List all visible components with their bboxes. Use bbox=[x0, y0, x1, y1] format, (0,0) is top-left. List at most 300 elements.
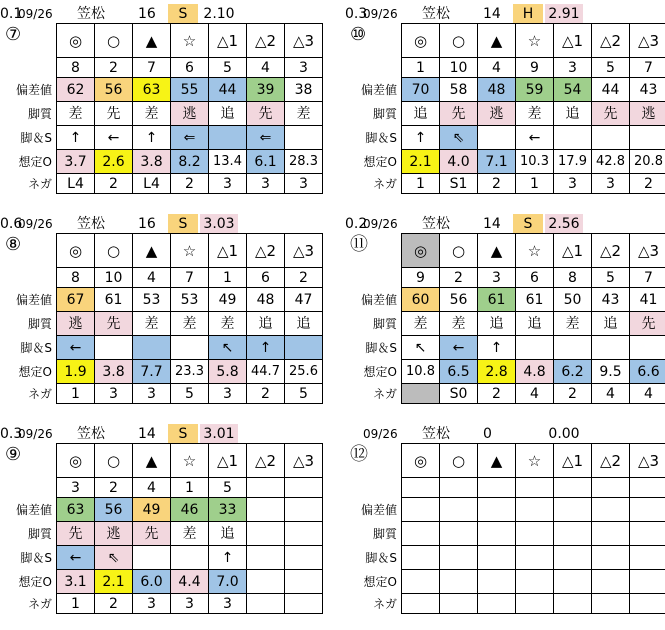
horse-number-cell bbox=[630, 478, 665, 498]
horse-number-cell: 7 bbox=[630, 268, 665, 288]
horse-number-cell bbox=[478, 478, 516, 498]
horse-number-cell: 10 bbox=[440, 58, 478, 78]
running-style-cell bbox=[285, 522, 323, 546]
row-label: 偏差値 bbox=[360, 83, 397, 97]
position-arrow-cell bbox=[478, 126, 516, 150]
mark-symbol-cell: ▲ bbox=[478, 444, 516, 478]
confidence-mark: S bbox=[168, 4, 198, 24]
nega-cell: 3 bbox=[285, 174, 323, 194]
running-style-cell bbox=[402, 522, 440, 546]
expected-odds-cell: 17.9 bbox=[554, 150, 592, 174]
mark-symbol-cell: ▲ bbox=[133, 444, 171, 478]
mark-symbol-cell: ◎ bbox=[57, 24, 95, 58]
horse-number-cell bbox=[440, 478, 478, 498]
expected-odds-cell: 4.8 bbox=[516, 360, 554, 384]
venue-name: 笠松 bbox=[77, 216, 105, 232]
deviation-cell bbox=[630, 498, 665, 522]
row-label: 偏差値 bbox=[360, 293, 397, 307]
position-arrow-cell: ← bbox=[95, 126, 133, 150]
expected-odds-cell bbox=[402, 570, 440, 594]
race-panel bbox=[0, 2, 320, 207]
score-value: 0.6 bbox=[0, 216, 23, 232]
deviation-cell bbox=[554, 498, 592, 522]
running-style-cell: 追 bbox=[402, 102, 440, 126]
nega-cell: L4 bbox=[57, 174, 95, 194]
nega-cell bbox=[247, 594, 285, 614]
horse-number-cell bbox=[402, 478, 440, 498]
running-style-cell bbox=[478, 522, 516, 546]
expected-odds-cell: 6.2 bbox=[554, 360, 592, 384]
running-style-cell: 差 bbox=[440, 312, 478, 336]
position-arrow-cell bbox=[516, 546, 554, 570]
position-arrow-cell: ↑ bbox=[402, 126, 440, 150]
mark-symbol-cell: ▲ bbox=[478, 234, 516, 268]
expected-odds-cell bbox=[440, 570, 478, 594]
deviation-cell: 46 bbox=[171, 498, 209, 522]
expected-odds-cell bbox=[554, 570, 592, 594]
runner-count: 16 bbox=[138, 216, 156, 232]
confidence-mark: S bbox=[168, 214, 198, 234]
nega-cell: 1 bbox=[516, 174, 554, 194]
nega-cell: 3 bbox=[554, 174, 592, 194]
nega-cell: 1 bbox=[57, 384, 95, 404]
position-arrow-cell bbox=[133, 336, 171, 360]
nega-cell: S0 bbox=[440, 384, 478, 404]
nega-cell: 2 bbox=[95, 594, 133, 614]
mark-symbol-cell: ◎ bbox=[402, 234, 440, 268]
deviation-cell: 44 bbox=[209, 78, 247, 102]
mark-symbol-cell: △1 bbox=[554, 24, 592, 58]
expected-odds-cell: 4.0 bbox=[440, 150, 478, 174]
mark-symbol-cell: △3 bbox=[285, 24, 323, 58]
deviation-cell: 53 bbox=[133, 288, 171, 312]
row-label: ネガ bbox=[27, 387, 52, 401]
mark-symbol-cell: ☆ bbox=[171, 234, 209, 268]
horse-number-cell: 4 bbox=[478, 58, 516, 78]
horse-number-cell: 1 bbox=[171, 478, 209, 498]
expected-odds-cell: 6.0 bbox=[133, 570, 171, 594]
deviation-cell: 48 bbox=[247, 288, 285, 312]
running-style-cell: 差 bbox=[516, 102, 554, 126]
deviation-cell: 49 bbox=[209, 288, 247, 312]
horse-number-cell: 7 bbox=[171, 268, 209, 288]
race-number: ⑦ bbox=[5, 24, 22, 45]
running-style-cell bbox=[630, 522, 665, 546]
venue-name: 笠松 bbox=[77, 6, 105, 22]
row-label: 脚＆S bbox=[365, 341, 397, 355]
expected-odds-cell: 4.4 bbox=[171, 570, 209, 594]
nega-cell: 5 bbox=[171, 384, 209, 404]
expected-odds-cell: 2.1 bbox=[95, 570, 133, 594]
position-arrow-cell bbox=[554, 126, 592, 150]
running-style-cell: 先 bbox=[95, 102, 133, 126]
nega-cell bbox=[402, 384, 440, 404]
running-style-cell: 差 bbox=[554, 312, 592, 336]
position-arrow-cell: ↑ bbox=[209, 546, 247, 570]
position-arrow-cell bbox=[209, 126, 247, 150]
mark-symbol-cell: △1 bbox=[554, 234, 592, 268]
deviation-cell: 47 bbox=[285, 288, 323, 312]
horse-number-cell bbox=[554, 478, 592, 498]
position-arrow-cell bbox=[171, 546, 209, 570]
position-arrow-cell: ⇐ bbox=[247, 126, 285, 150]
row-label: ネガ bbox=[27, 597, 52, 611]
position-arrow-cell bbox=[554, 546, 592, 570]
nega-cell bbox=[630, 594, 665, 614]
race-number: ⑫ bbox=[350, 444, 368, 465]
horse-number-cell: 2 bbox=[95, 58, 133, 78]
deviation-cell: 70 bbox=[402, 78, 440, 102]
row-label: 脚＆S bbox=[20, 341, 52, 355]
horse-number-cell: 5 bbox=[209, 478, 247, 498]
expected-odds-cell bbox=[516, 570, 554, 594]
race-date: 09/26 bbox=[363, 7, 398, 21]
horse-number-cell: 3 bbox=[478, 268, 516, 288]
row-label: 脚質 bbox=[27, 107, 52, 121]
expected-odds-cell: 20.8 bbox=[630, 150, 665, 174]
expected-odds-cell: 44.7 bbox=[247, 360, 285, 384]
odds-value: 2.91 bbox=[545, 4, 583, 24]
running-style-cell: 先 bbox=[247, 102, 285, 126]
deviation-cell: 38 bbox=[285, 78, 323, 102]
expected-odds-cell: 25.6 bbox=[285, 360, 323, 384]
nega-cell: 3 bbox=[592, 174, 630, 194]
running-style-cell: 先 bbox=[57, 522, 95, 546]
expected-odds-cell: 7.7 bbox=[133, 360, 171, 384]
horse-number-cell: 3 bbox=[57, 478, 95, 498]
expected-odds-cell: 3.7 bbox=[57, 150, 95, 174]
running-style-cell: 差 bbox=[209, 312, 247, 336]
race-number: ⑪ bbox=[350, 234, 368, 255]
horse-number-cell: 2 bbox=[440, 268, 478, 288]
expected-odds-cell: 28.3 bbox=[285, 150, 323, 174]
horse-number-cell: 10 bbox=[95, 268, 133, 288]
expected-odds-cell bbox=[630, 570, 665, 594]
mark-symbol-cell: △2 bbox=[247, 444, 285, 478]
deviation-cell: 61 bbox=[478, 288, 516, 312]
running-style-cell: 追 bbox=[516, 312, 554, 336]
horse-number-cell: 7 bbox=[630, 58, 665, 78]
odds-value: 0.00 bbox=[548, 426, 580, 442]
position-arrow-cell bbox=[440, 546, 478, 570]
horse-number-cell: 2 bbox=[285, 268, 323, 288]
expected-odds-cell: 6.1 bbox=[247, 150, 285, 174]
row-label: 偏差値 bbox=[360, 503, 397, 517]
expected-odds-cell: 7.1 bbox=[478, 150, 516, 174]
nega-cell: 2 bbox=[171, 174, 209, 194]
row-label: 偏差値 bbox=[15, 83, 52, 97]
venue-name: 笠松 bbox=[77, 426, 105, 442]
deviation-cell: 67 bbox=[57, 288, 95, 312]
mark-symbol-cell: ☆ bbox=[516, 234, 554, 268]
position-arrow-cell bbox=[285, 546, 323, 570]
position-arrow-cell bbox=[554, 336, 592, 360]
running-style-cell bbox=[440, 522, 478, 546]
deviation-cell: 61 bbox=[516, 288, 554, 312]
mark-symbol-cell: ☆ bbox=[516, 444, 554, 478]
mark-symbol-cell: ▲ bbox=[133, 234, 171, 268]
race-panel bbox=[345, 212, 665, 417]
horse-number-cell: 7 bbox=[133, 58, 171, 78]
confidence-mark: S bbox=[513, 214, 543, 234]
running-style-cell: 逃 bbox=[95, 522, 133, 546]
row-label: 想定O bbox=[363, 575, 397, 589]
deviation-cell: 63 bbox=[57, 498, 95, 522]
deviation-cell: 56 bbox=[440, 288, 478, 312]
horse-number-cell bbox=[247, 478, 285, 498]
horse-number-cell: 4 bbox=[133, 268, 171, 288]
expected-odds-cell: 2.8 bbox=[478, 360, 516, 384]
nega-cell bbox=[478, 594, 516, 614]
running-style-cell: 差 bbox=[133, 102, 171, 126]
expected-odds-cell: 23.3 bbox=[171, 360, 209, 384]
position-arrow-cell bbox=[247, 546, 285, 570]
race-date: 09/26 bbox=[363, 427, 398, 441]
deviation-cell bbox=[402, 498, 440, 522]
mark-symbol-cell: △2 bbox=[592, 24, 630, 58]
position-arrow-cell: ↑ bbox=[247, 336, 285, 360]
deviation-cell: 49 bbox=[133, 498, 171, 522]
horse-number-cell: 8 bbox=[554, 268, 592, 288]
running-style-cell: 追 bbox=[247, 312, 285, 336]
running-style-cell: 追 bbox=[285, 312, 323, 336]
runner-count: 14 bbox=[138, 426, 156, 442]
runner-count: 16 bbox=[138, 6, 156, 22]
mark-symbol-cell: ◎ bbox=[402, 444, 440, 478]
mark-symbol-cell: △3 bbox=[630, 24, 665, 58]
panel-header bbox=[345, 212, 665, 234]
deviation-cell: 33 bbox=[209, 498, 247, 522]
deviation-cell: 53 bbox=[171, 288, 209, 312]
deviation-cell: 62 bbox=[57, 78, 95, 102]
expected-odds-cell: 2.6 bbox=[95, 150, 133, 174]
nega-cell: 3 bbox=[171, 594, 209, 614]
mark-symbol-cell: △2 bbox=[247, 24, 285, 58]
expected-odds-cell: 10.8 bbox=[402, 360, 440, 384]
expected-odds-cell: 13.4 bbox=[209, 150, 247, 174]
horse-number-cell: 5 bbox=[592, 268, 630, 288]
horse-number-cell: 1 bbox=[402, 58, 440, 78]
horse-number-cell: 1 bbox=[209, 268, 247, 288]
deviation-cell: 41 bbox=[630, 288, 665, 312]
odds-value: 3.03 bbox=[200, 214, 238, 234]
expected-odds-cell: 6.5 bbox=[440, 360, 478, 384]
horse-number-cell: 3 bbox=[554, 58, 592, 78]
position-arrow-cell: ← bbox=[440, 336, 478, 360]
race-panel bbox=[0, 422, 320, 627]
running-style-cell: 差 bbox=[285, 102, 323, 126]
mark-symbol-cell: ○ bbox=[440, 444, 478, 478]
mark-symbol-cell: △2 bbox=[592, 444, 630, 478]
nega-cell: 3 bbox=[209, 594, 247, 614]
position-arrow-cell: ↖ bbox=[402, 336, 440, 360]
mark-symbol-cell: △3 bbox=[630, 234, 665, 268]
position-arrow-cell: ⇖ bbox=[440, 126, 478, 150]
position-arrow-cell bbox=[630, 126, 665, 150]
runner-count: 0 bbox=[483, 426, 492, 442]
race-panel bbox=[345, 2, 665, 207]
panel-header bbox=[345, 2, 665, 24]
row-label: 脚質 bbox=[27, 527, 52, 541]
running-style-cell bbox=[592, 522, 630, 546]
nega-cell: 2 bbox=[554, 384, 592, 404]
running-style-cell: 逃 bbox=[171, 102, 209, 126]
mark-symbol-cell: ▲ bbox=[133, 24, 171, 58]
race-panel bbox=[0, 212, 320, 417]
expected-odds-cell bbox=[592, 570, 630, 594]
nega-cell: 2 bbox=[478, 174, 516, 194]
position-arrow-cell bbox=[95, 336, 133, 360]
mark-symbol-cell: ▲ bbox=[478, 24, 516, 58]
deviation-cell: 50 bbox=[554, 288, 592, 312]
row-label: ネガ bbox=[372, 597, 397, 611]
running-style-cell: 逃 bbox=[57, 312, 95, 336]
running-style-cell: 先 bbox=[95, 312, 133, 336]
odds-value: 2.56 bbox=[545, 214, 583, 234]
expected-odds-cell: 5.8 bbox=[209, 360, 247, 384]
position-arrow-cell bbox=[592, 546, 630, 570]
row-label: 脚質 bbox=[372, 527, 397, 541]
row-label: 脚質 bbox=[27, 317, 52, 331]
mark-symbol-cell: ☆ bbox=[171, 444, 209, 478]
deviation-cell: 61 bbox=[95, 288, 133, 312]
position-arrow-cell bbox=[285, 336, 323, 360]
horse-number-cell: 4 bbox=[247, 58, 285, 78]
horse-number-cell: 3 bbox=[285, 58, 323, 78]
confidence-mark bbox=[513, 424, 543, 444]
horse-number-cell: 9 bbox=[402, 268, 440, 288]
mark-symbol-cell: △3 bbox=[285, 234, 323, 268]
runner-count: 14 bbox=[483, 216, 501, 232]
position-arrow-cell bbox=[592, 336, 630, 360]
horse-number-cell bbox=[592, 478, 630, 498]
expected-odds-cell: 3.8 bbox=[95, 360, 133, 384]
nega-cell: 3 bbox=[133, 384, 171, 404]
position-arrow-cell bbox=[630, 546, 665, 570]
score-value: 0.3 bbox=[0, 426, 23, 442]
horse-number-cell: 9 bbox=[516, 58, 554, 78]
deviation-cell: 56 bbox=[95, 498, 133, 522]
score-value: 0.2 bbox=[345, 216, 368, 232]
venue-name: 笠松 bbox=[422, 216, 450, 232]
panel-header bbox=[0, 422, 320, 444]
mark-symbol-cell: ☆ bbox=[516, 24, 554, 58]
expected-odds-cell bbox=[285, 570, 323, 594]
horse-number-cell: 5 bbox=[592, 58, 630, 78]
position-arrow-cell bbox=[402, 546, 440, 570]
expected-odds-cell: 3.8 bbox=[133, 150, 171, 174]
position-arrow-cell bbox=[133, 546, 171, 570]
mark-symbol-cell: ◎ bbox=[57, 234, 95, 268]
venue-name: 笠松 bbox=[422, 426, 450, 442]
nega-cell: 5 bbox=[285, 384, 323, 404]
expected-odds-cell bbox=[247, 570, 285, 594]
race-number: ⑧ bbox=[5, 234, 22, 255]
expected-odds-cell: 10.3 bbox=[516, 150, 554, 174]
expected-odds-cell: 8.2 bbox=[171, 150, 209, 174]
nega-cell bbox=[516, 594, 554, 614]
deviation-cell: 39 bbox=[247, 78, 285, 102]
odds-value: 2.10 bbox=[203, 6, 235, 22]
nega-cell: 3 bbox=[95, 384, 133, 404]
score-value: 0.3 bbox=[345, 6, 368, 22]
odds-value: 3.01 bbox=[200, 424, 238, 444]
position-arrow-cell bbox=[630, 336, 665, 360]
position-arrow-cell bbox=[171, 336, 209, 360]
deviation-cell: 44 bbox=[592, 78, 630, 102]
horse-number-cell bbox=[516, 478, 554, 498]
confidence-mark: S bbox=[168, 424, 198, 444]
running-style-cell: 追 bbox=[478, 312, 516, 336]
nega-cell: 2 bbox=[630, 174, 665, 194]
deviation-cell bbox=[478, 498, 516, 522]
position-arrow-cell: ↑ bbox=[133, 126, 171, 150]
deviation-cell: 48 bbox=[478, 78, 516, 102]
expected-odds-cell: 9.5 bbox=[592, 360, 630, 384]
running-style-cell: 先 bbox=[133, 522, 171, 546]
expected-odds-cell: 6.6 bbox=[630, 360, 665, 384]
position-arrow-cell: ↑ bbox=[57, 126, 95, 150]
mark-symbol-cell: ☆ bbox=[171, 24, 209, 58]
expected-odds-cell: 7.0 bbox=[209, 570, 247, 594]
deviation-cell bbox=[516, 498, 554, 522]
deviation-cell: 59 bbox=[516, 78, 554, 102]
expected-odds-cell: 2.1 bbox=[402, 150, 440, 174]
race-date: 09/26 bbox=[363, 217, 398, 231]
deviation-cell: 56 bbox=[95, 78, 133, 102]
running-style-cell: 先 bbox=[440, 102, 478, 126]
expected-odds-cell bbox=[478, 570, 516, 594]
row-label: 想定O bbox=[363, 365, 397, 379]
nega-cell: 2 bbox=[247, 384, 285, 404]
running-style-cell: 追 bbox=[592, 312, 630, 336]
row-label: 想定O bbox=[18, 155, 52, 169]
running-style-cell: 差 bbox=[171, 522, 209, 546]
mark-symbol-cell: ○ bbox=[95, 24, 133, 58]
running-style-cell: 追 bbox=[209, 102, 247, 126]
nega-cell bbox=[402, 594, 440, 614]
nega-cell: 4 bbox=[516, 384, 554, 404]
nega-cell: 3 bbox=[247, 174, 285, 194]
row-label: ネガ bbox=[372, 387, 397, 401]
position-arrow-cell: ↖ bbox=[209, 336, 247, 360]
deviation-cell: 60 bbox=[402, 288, 440, 312]
nega-cell: L4 bbox=[133, 174, 171, 194]
running-style-cell: 差 bbox=[133, 312, 171, 336]
nega-cell: 1 bbox=[57, 594, 95, 614]
nega-cell: S1 bbox=[440, 174, 478, 194]
running-style-cell: 先 bbox=[630, 312, 665, 336]
horse-number-cell: 8 bbox=[57, 268, 95, 288]
race-number: ⑩ bbox=[350, 24, 367, 45]
row-label: 想定O bbox=[18, 365, 52, 379]
position-arrow-cell bbox=[592, 126, 630, 150]
mark-symbol-cell: ○ bbox=[95, 444, 133, 478]
row-label: 脚＆S bbox=[365, 131, 397, 145]
running-style-cell: 逃 bbox=[630, 102, 665, 126]
nega-cell: 3 bbox=[209, 174, 247, 194]
horse-number-cell: 5 bbox=[209, 58, 247, 78]
position-arrow-cell bbox=[478, 546, 516, 570]
deviation-cell: 55 bbox=[171, 78, 209, 102]
deviation-cell: 43 bbox=[630, 78, 665, 102]
mark-symbol-cell: △3 bbox=[630, 444, 665, 478]
row-label: ネガ bbox=[27, 177, 52, 191]
nega-cell bbox=[285, 594, 323, 614]
running-style-cell bbox=[247, 522, 285, 546]
score-value: 0.1 bbox=[0, 6, 23, 22]
mark-symbol-cell: △3 bbox=[285, 444, 323, 478]
